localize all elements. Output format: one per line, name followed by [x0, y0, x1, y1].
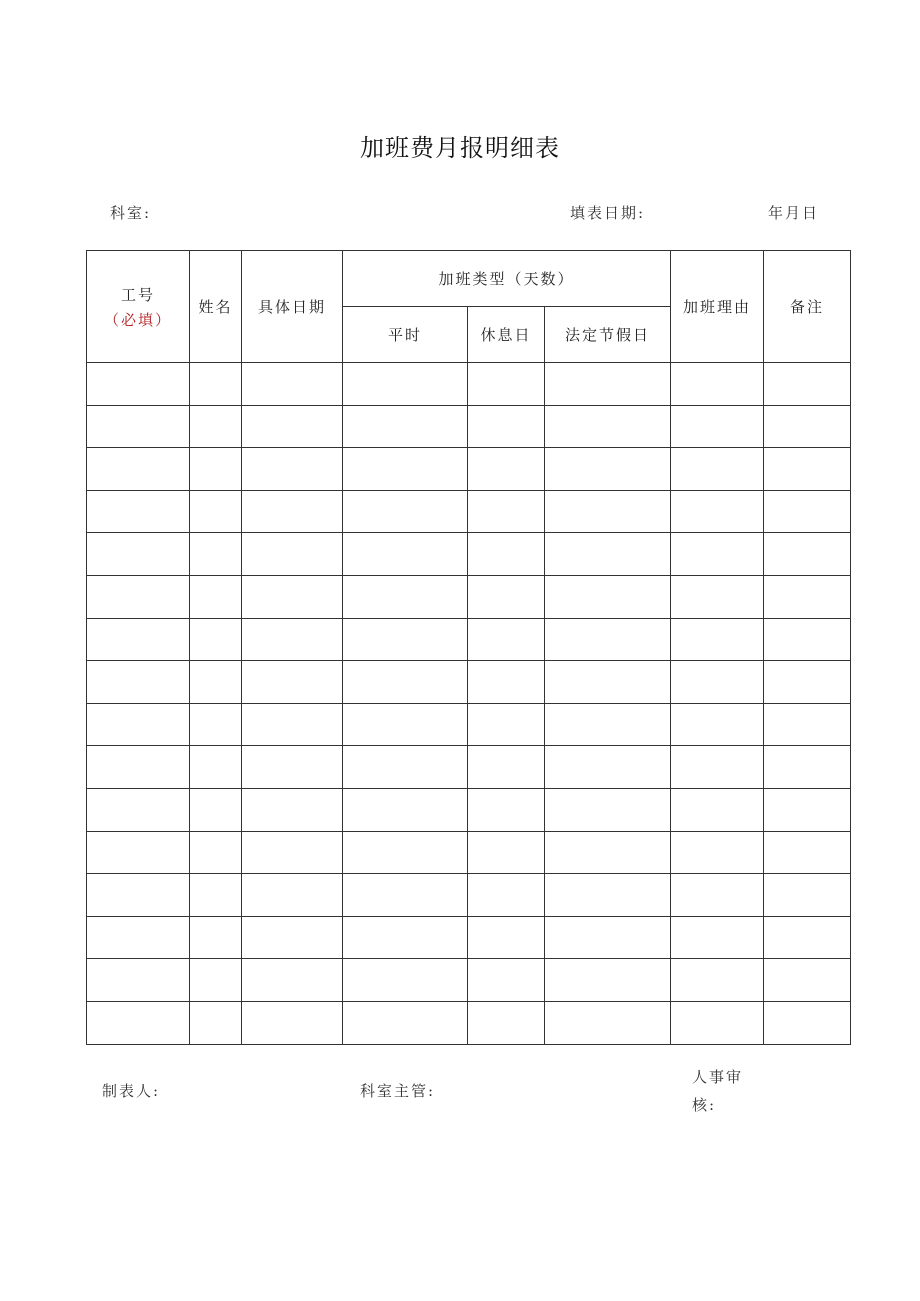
table-row: [87, 490, 851, 533]
table-cell[interactable]: [671, 661, 764, 704]
table-cell[interactable]: [242, 618, 343, 661]
table-cell[interactable]: [764, 363, 851, 406]
table-row: [87, 1001, 851, 1044]
table-cell[interactable]: [343, 490, 468, 533]
table-cell[interactable]: [545, 533, 671, 576]
table-cell[interactable]: [87, 916, 190, 959]
table-cell[interactable]: [87, 363, 190, 406]
table-cell[interactable]: [545, 874, 671, 917]
table-row: [87, 448, 851, 491]
date-ymd-label: 年月日: [768, 204, 820, 222]
table-cell[interactable]: [87, 703, 190, 746]
table-cell[interactable]: [343, 363, 468, 406]
table-cell[interactable]: [671, 448, 764, 491]
header-name: 姓名: [190, 251, 242, 363]
table-cell[interactable]: [764, 1001, 851, 1044]
table-cell[interactable]: [190, 661, 242, 704]
table-cell[interactable]: [545, 703, 671, 746]
table-cell[interactable]: [190, 959, 242, 1002]
department-label: 科室:: [110, 204, 152, 222]
table-cell[interactable]: [671, 874, 764, 917]
table-cell[interactable]: [468, 448, 545, 491]
table-cell[interactable]: [190, 874, 242, 917]
table-cell[interactable]: [242, 1001, 343, 1044]
table-cell[interactable]: [190, 831, 242, 874]
table-row: [87, 405, 851, 448]
table-cell[interactable]: [87, 448, 190, 491]
table-cell[interactable]: [468, 363, 545, 406]
table-row: [87, 618, 851, 661]
maker-label: 制表人:: [102, 1082, 161, 1100]
table-cell[interactable]: [468, 661, 545, 704]
table-cell[interactable]: [545, 1001, 671, 1044]
table-cell[interactable]: [190, 405, 242, 448]
table-cell[interactable]: [343, 661, 468, 704]
table-cell[interactable]: [671, 831, 764, 874]
table-cell[interactable]: [671, 746, 764, 789]
table-cell[interactable]: [242, 874, 343, 917]
table-cell[interactable]: [671, 1001, 764, 1044]
table-cell[interactable]: [242, 448, 343, 491]
table-cell[interactable]: [242, 490, 343, 533]
table-cell[interactable]: [343, 788, 468, 831]
table-cell[interactable]: [545, 363, 671, 406]
required-note: （必填）: [103, 310, 172, 329]
header-reason: 加班理由: [671, 251, 764, 363]
table-body: [87, 363, 851, 1045]
table-cell[interactable]: [468, 405, 545, 448]
table-cell[interactable]: [242, 831, 343, 874]
table-cell[interactable]: [468, 618, 545, 661]
table-cell[interactable]: [764, 916, 851, 959]
table-cell[interactable]: [343, 575, 468, 618]
table-cell[interactable]: [545, 788, 671, 831]
table-cell[interactable]: [87, 405, 190, 448]
table-row: [87, 959, 851, 1002]
table-cell[interactable]: [190, 490, 242, 533]
table-cell[interactable]: [343, 831, 468, 874]
table-cell[interactable]: [764, 874, 851, 917]
table-cell[interactable]: [545, 746, 671, 789]
table-cell[interactable]: [343, 618, 468, 661]
table-cell[interactable]: [87, 661, 190, 704]
table-cell[interactable]: [242, 661, 343, 704]
table-cell[interactable]: [671, 575, 764, 618]
header-employee-id-label: 工号: [120, 285, 155, 304]
table-cell[interactable]: [190, 916, 242, 959]
table-cell[interactable]: [468, 1001, 545, 1044]
supervisor-label: 科室主管:: [360, 1082, 436, 1100]
table-cell[interactable]: [545, 916, 671, 959]
table-cell[interactable]: [764, 448, 851, 491]
table-cell[interactable]: [343, 533, 468, 576]
table-cell[interactable]: [87, 575, 190, 618]
table-cell[interactable]: [545, 661, 671, 704]
table-cell[interactable]: [671, 916, 764, 959]
table-cell[interactable]: [764, 703, 851, 746]
table-cell[interactable]: [190, 703, 242, 746]
table-cell[interactable]: [190, 448, 242, 491]
table-cell[interactable]: [190, 618, 242, 661]
table-cell[interactable]: [87, 618, 190, 661]
table-cell[interactable]: [468, 831, 545, 874]
fill-date-label: 填表日期:: [570, 204, 646, 222]
table-cell[interactable]: [671, 959, 764, 1002]
table-cell[interactable]: [764, 575, 851, 618]
table-cell[interactable]: [764, 788, 851, 831]
table-cell[interactable]: [764, 959, 851, 1002]
table-cell[interactable]: [87, 1001, 190, 1044]
table-cell[interactable]: [468, 490, 545, 533]
table-cell[interactable]: [87, 788, 190, 831]
header-specific-date: 具体日期: [242, 251, 343, 363]
table-row: [87, 703, 851, 746]
document-title: 加班费月报明细表: [360, 134, 560, 162]
table-cell[interactable]: [190, 746, 242, 789]
table-row: [87, 533, 851, 576]
table-row: [87, 916, 851, 959]
table-row: [87, 788, 851, 831]
header-weekday: 平时: [343, 307, 468, 363]
table-cell[interactable]: [468, 703, 545, 746]
table-cell[interactable]: [242, 916, 343, 959]
table-row: [87, 661, 851, 704]
table-cell[interactable]: [468, 916, 545, 959]
table-cell[interactable]: [764, 746, 851, 789]
table-row: [87, 575, 851, 618]
table-cell[interactable]: [87, 490, 190, 533]
table-cell[interactable]: [545, 490, 671, 533]
table-cell[interactable]: [545, 448, 671, 491]
table-cell[interactable]: [242, 746, 343, 789]
table-cell[interactable]: [764, 618, 851, 661]
table-cell[interactable]: [343, 874, 468, 917]
header-overtime-type: 加班类型（天数）: [343, 251, 671, 307]
table-cell[interactable]: [764, 533, 851, 576]
table-cell[interactable]: [671, 703, 764, 746]
table-cell[interactable]: [545, 831, 671, 874]
table-cell[interactable]: [242, 575, 343, 618]
table-row: [87, 831, 851, 874]
table-cell[interactable]: [190, 533, 242, 576]
header-rest-day: 休息日: [468, 307, 545, 363]
table-cell[interactable]: [242, 788, 343, 831]
table-cell[interactable]: [671, 533, 764, 576]
table-cell[interactable]: [87, 746, 190, 789]
header-employee-id: [87, 251, 190, 363]
table-cell[interactable]: [190, 575, 242, 618]
table-cell[interactable]: [343, 448, 468, 491]
table-cell[interactable]: [468, 575, 545, 618]
table-cell[interactable]: [671, 788, 764, 831]
table-cell[interactable]: [87, 874, 190, 917]
table-cell[interactable]: [468, 788, 545, 831]
table-cell[interactable]: [671, 618, 764, 661]
table-row: [87, 874, 851, 917]
hr-review-label: 人事审核:: [692, 1068, 744, 1114]
overtime-table: [86, 250, 851, 1045]
table-cell[interactable]: [242, 405, 343, 448]
header-holiday: 法定节假日: [545, 307, 671, 363]
table-cell[interactable]: [671, 363, 764, 406]
table-cell[interactable]: [343, 703, 468, 746]
table-cell[interactable]: [764, 831, 851, 874]
table-cell[interactable]: [671, 405, 764, 448]
table-cell[interactable]: [87, 959, 190, 1002]
table-row: [87, 363, 851, 406]
table-cell[interactable]: [468, 959, 545, 1002]
table-cell[interactable]: [468, 746, 545, 789]
header-remark: 备注: [764, 251, 851, 363]
table-cell[interactable]: [545, 575, 671, 618]
table-cell[interactable]: [343, 959, 468, 1002]
table-cell[interactable]: [671, 490, 764, 533]
table-cell[interactable]: [87, 533, 190, 576]
table-cell[interactable]: [468, 533, 545, 576]
table-cell[interactable]: [343, 405, 468, 448]
table-cell[interactable]: [343, 916, 468, 959]
table-cell[interactable]: [190, 363, 242, 406]
table-cell[interactable]: [545, 959, 671, 1002]
table-cell[interactable]: [242, 533, 343, 576]
table-cell[interactable]: [764, 661, 851, 704]
table-cell[interactable]: [343, 746, 468, 789]
table-row: [87, 746, 851, 789]
table-cell[interactable]: [87, 831, 190, 874]
table-cell[interactable]: [343, 1001, 468, 1044]
table-cell[interactable]: [468, 874, 545, 917]
table-cell[interactable]: [545, 618, 671, 661]
table-cell[interactable]: [190, 1001, 242, 1044]
table-cell[interactable]: [764, 490, 851, 533]
table-cell[interactable]: [190, 788, 242, 831]
table-cell[interactable]: [545, 405, 671, 448]
table-cell[interactable]: [242, 703, 343, 746]
table-cell[interactable]: [764, 405, 851, 448]
table-cell[interactable]: [242, 363, 343, 406]
table-cell[interactable]: [242, 959, 343, 1002]
